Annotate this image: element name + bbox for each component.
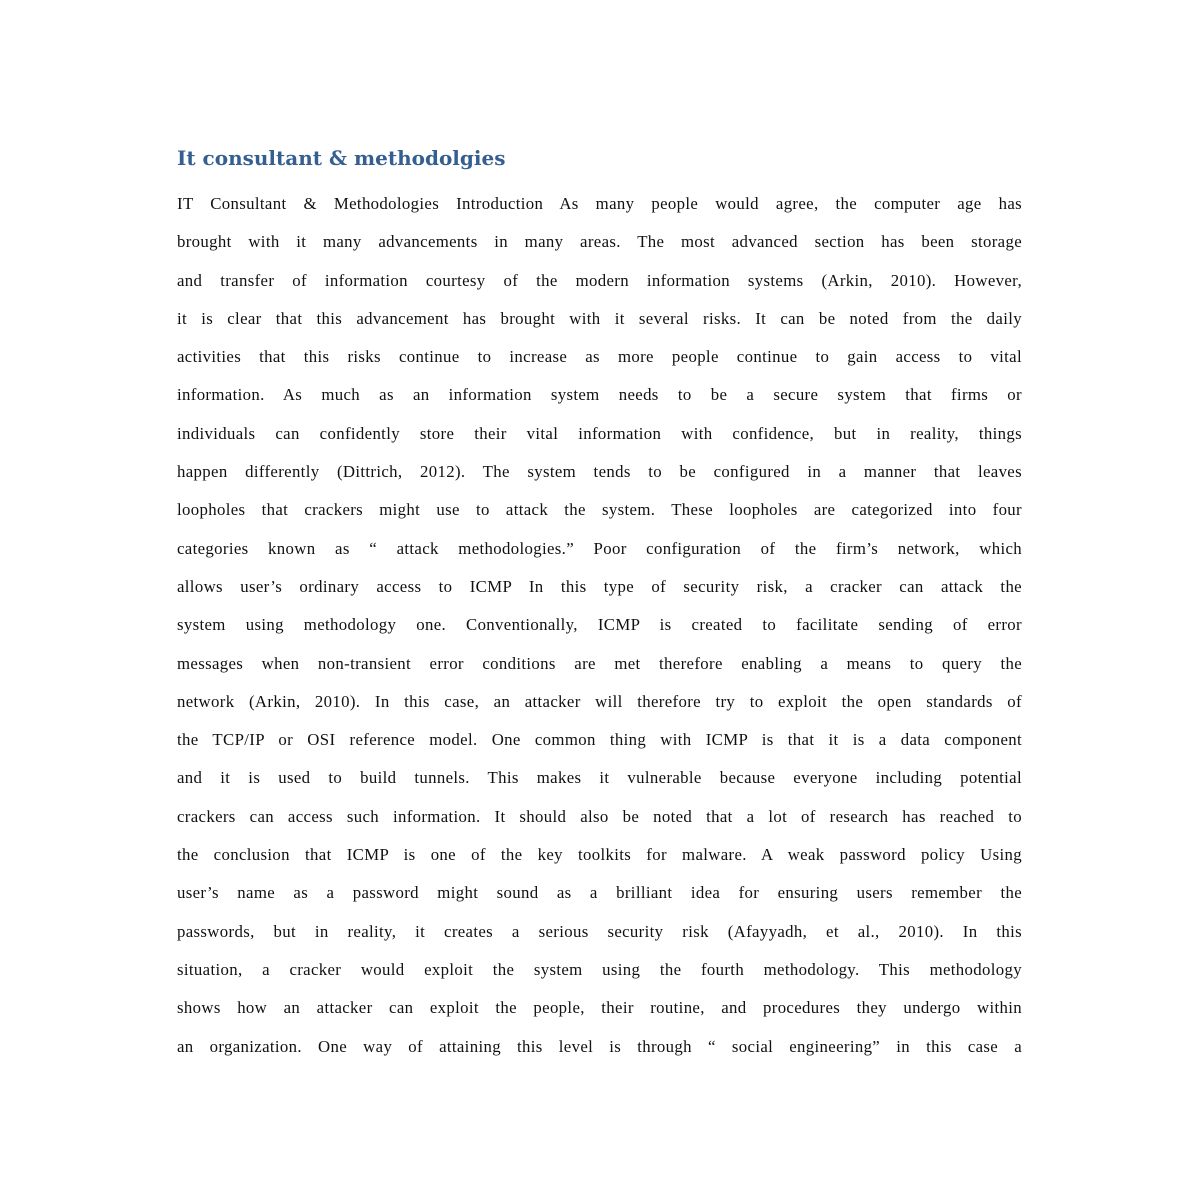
body-line: shows how an attacker can exploit the people, their routine, and procedures they undergo within xyxy=(177,998,1022,1018)
body-line: situation, a cracker would exploit the system using the fourth methodology. This methodology xyxy=(177,959,1022,979)
body-line: IT Consultant & Methodologies Introduction As many people would agree, the computer age has xyxy=(177,194,1022,213)
body-line: allows user’s ordinary access to ICMP In this type of security risk, a cracker can attack the xyxy=(177,576,1022,596)
body-line: and transfer of information courtesy of the modern information systems (Arkin, 2010). However, xyxy=(177,270,1022,290)
body-line: passwords, but in reality, it creates a serious security risk (Afayyadh, et al., 2010). In this xyxy=(177,921,1022,941)
body-line: brought with it many advancements in many areas. The most advanced section has been storage xyxy=(177,232,1022,252)
body-line: the conclusion that ICMP is one of the key toolkits for malware. A weak password policy Using xyxy=(177,845,1022,865)
body-line: categories known as “ attack methodologies.” Poor configuration of the firm’s network, which xyxy=(177,538,1022,558)
body-line: information. As much as an information system needs to be a secure system that firms or xyxy=(177,385,1022,405)
body-line: and it is used to build tunnels. This makes it vulnerable because everyone including potential xyxy=(177,768,1022,788)
document-body xyxy=(177,186,1022,1067)
document-title: It consultant & methodolgies xyxy=(177,146,506,170)
body-line: the TCP/IP or OSI reference model. One common thing with ICMP is that it is a data component xyxy=(177,730,1022,750)
body-line: network (Arkin, 2010). In this case, an attacker will therefore try to exploit the open standards of xyxy=(177,691,1022,711)
body-line: messages when non-transient error conditions are met therefore enabling a means to query the xyxy=(177,653,1022,673)
body-line: user’s name as a password might sound as a brilliant idea for ensuring users remember the xyxy=(177,883,1022,903)
body-line: it is clear that this advancement has brought with it several risks. It can be noted from the daily xyxy=(177,308,1022,328)
body-line: loopholes that crackers might use to attack the system. These loopholes are categorized into four xyxy=(177,500,1022,520)
body-line: individuals can confidently store their vital information with confidence, but in reality, things xyxy=(177,423,1022,443)
body-line: crackers can access such information. It should also be noted that a lot of research has reached to xyxy=(177,806,1022,826)
body-line: happen differently (Dittrich, 2012). The system tends to be configured in a manner that leaves xyxy=(177,462,1022,482)
body-line: activities that this risks continue to increase as more people continue to gain access to vital xyxy=(177,347,1022,367)
body-line: system using methodology one. Conventionally, ICMP is created to facilitate sending of error xyxy=(177,615,1022,635)
body-line: an organization. One way of attaining this level is through “ social engineering” in this case a xyxy=(177,1036,1022,1056)
